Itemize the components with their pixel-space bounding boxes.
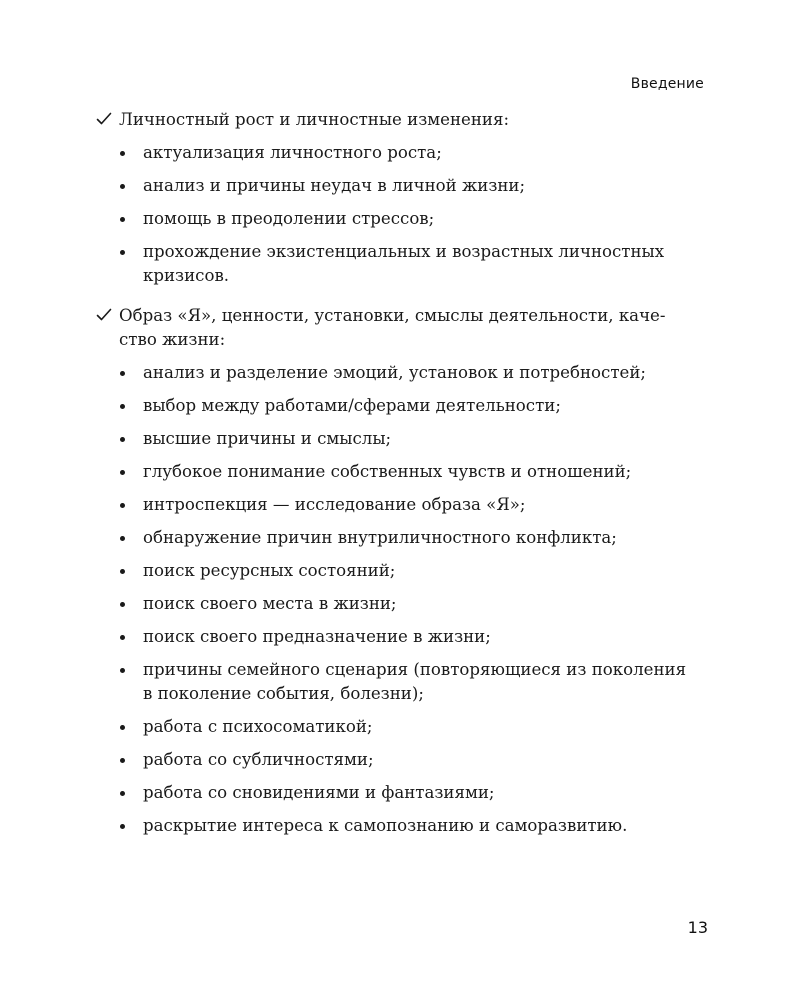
checkmark-icon xyxy=(96,307,112,323)
list-item-text: работа со сновидениями и фантазиями; xyxy=(143,783,495,802)
bullet-icon xyxy=(120,602,125,607)
list-item-text: поиск своего места в жизни; xyxy=(143,594,397,613)
list-item-text: глубокое понимание собственных чувств и отношений; xyxy=(143,462,632,481)
bullet-icon xyxy=(120,668,125,673)
list-item xyxy=(96,715,696,739)
list-item-text: работа со субличностями; xyxy=(143,750,374,769)
list-item xyxy=(96,361,696,385)
bullet-icon xyxy=(120,569,125,574)
bullet-icon xyxy=(120,437,125,442)
checkmark-icon xyxy=(96,111,112,127)
page-content xyxy=(96,108,696,854)
list-item-text: анализ и разделение эмоций, установок и потребностей; xyxy=(143,363,646,382)
section-personal-growth xyxy=(96,108,696,288)
running-head: Введение xyxy=(630,76,704,92)
bullet-icon xyxy=(120,503,125,508)
list-item xyxy=(96,427,696,451)
section-self-image xyxy=(96,304,696,838)
list-item xyxy=(96,592,696,616)
list-item xyxy=(96,460,696,484)
list-item-text: выбор между работами/сферами деятельности; xyxy=(143,396,561,415)
bullet-icon xyxy=(120,217,125,222)
list-item-text: поиск ресурсных состояний; xyxy=(143,561,396,580)
list-item xyxy=(96,559,696,583)
bullet-icon xyxy=(120,536,125,541)
list-item-text: обнаружение причин внутриличностного конфликта; xyxy=(143,528,617,547)
section-title: Образ «Я», ценности, установки, смыслы деятельности, каче- ство жизни: xyxy=(119,306,666,349)
list-item-text: поиск своего предназначение в жизни; xyxy=(143,627,491,646)
section-heading xyxy=(96,108,696,132)
bullet-icon xyxy=(120,824,125,829)
list-item-text: работа с психосоматикой; xyxy=(143,717,373,736)
bullet-icon xyxy=(120,725,125,730)
list-item-text: причины семейного сценария (повторяющиеся из поколения в поколение события, болезни); xyxy=(143,660,687,703)
list-item-text: высшие причины и смыслы; xyxy=(143,429,392,448)
section-title: Личностный рост и личностные изменения: xyxy=(119,110,510,129)
bullet-icon xyxy=(120,758,125,763)
section-heading xyxy=(96,304,696,352)
list-item xyxy=(96,240,696,288)
list-item xyxy=(96,814,696,838)
list-item-text: актуализация личностного роста; xyxy=(143,143,442,162)
list-item xyxy=(96,174,696,198)
bullet-icon xyxy=(120,371,125,376)
list-item xyxy=(96,526,696,550)
bullet-icon xyxy=(120,151,125,156)
list-item xyxy=(96,394,696,418)
list-item-text: помощь в преодолении стрессов; xyxy=(143,209,435,228)
bullet-icon xyxy=(120,791,125,796)
bullet-icon xyxy=(120,470,125,475)
bullet-list xyxy=(96,361,696,838)
list-item-text: прохождение экзистенциальных и возрастных личностных кризисов. xyxy=(143,242,665,285)
list-item xyxy=(96,625,696,649)
list-item xyxy=(96,207,696,231)
list-item xyxy=(96,141,696,165)
list-item xyxy=(96,748,696,772)
page-number: 13 xyxy=(687,918,708,937)
list-item-text: анализ и причины неудач в личной жизни; xyxy=(143,176,526,195)
bullet-icon xyxy=(120,184,125,189)
bullet-icon xyxy=(120,635,125,640)
bullet-icon xyxy=(120,404,125,409)
bullet-list xyxy=(96,141,696,288)
bullet-icon xyxy=(120,250,125,255)
list-item xyxy=(96,658,696,706)
list-item-text: раскрытие интереса к самопознанию и саморазвитию. xyxy=(143,816,628,835)
list-item-text: интроспекция — исследование образа «Я»; xyxy=(143,495,526,514)
list-item xyxy=(96,781,696,805)
list-item xyxy=(96,493,696,517)
